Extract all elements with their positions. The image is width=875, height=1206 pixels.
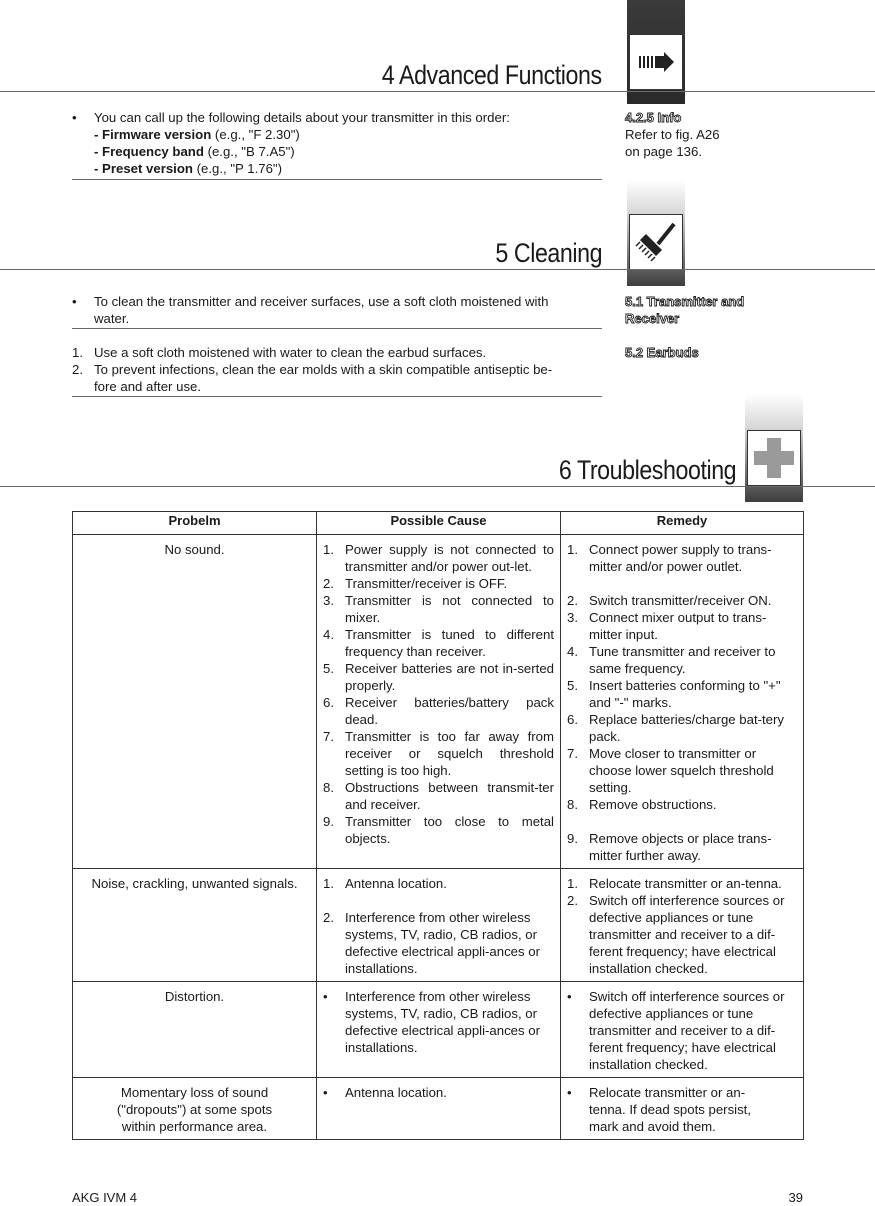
item-text: Antenna location. bbox=[345, 1085, 447, 1100]
cause-cell bbox=[317, 982, 561, 1078]
item-text: Switch off interference sources or defective appliances or tune transmitter and receiver to a dif-ferent frequency; have electrical installation checked. bbox=[589, 989, 785, 1072]
list-item bbox=[567, 609, 797, 643]
item-number: 9. bbox=[567, 831, 578, 846]
item-number: 1. bbox=[323, 876, 334, 891]
problem-cell: Momentary loss of sound ("dropouts") at some spots within performance area. bbox=[73, 1078, 317, 1140]
item-text: Relocate transmitter or an-tenna. If dead spots persist, mark and avoid them. bbox=[589, 1085, 752, 1134]
item-number: 5. bbox=[567, 678, 578, 693]
side-head-info: 4.2.5 Info bbox=[625, 110, 682, 125]
list-item bbox=[567, 892, 797, 977]
side-text-info-2: on page 136. bbox=[625, 144, 703, 159]
item-number: 7. bbox=[567, 746, 578, 761]
item-text: Transmitter/receiver is OFF. bbox=[345, 576, 508, 591]
list-item bbox=[567, 592, 797, 609]
item-text: Insert batteries conforming to "+" and "-" marks. bbox=[589, 678, 781, 710]
item-text: Transmitter is not connected to mixer. bbox=[345, 593, 554, 625]
cause-cell bbox=[317, 869, 561, 982]
cleaning-end-rule bbox=[72, 396, 602, 397]
item-text: Transmitter is tuned to different frequency than receiver. bbox=[345, 627, 554, 659]
cleaning-step-2 bbox=[72, 361, 602, 395]
list-item bbox=[567, 875, 797, 892]
cleaning-bullet bbox=[72, 293, 602, 327]
item-number: 4. bbox=[567, 644, 578, 659]
item-text: Move closer to transmitter or choose lower squelch threshold setting. bbox=[589, 746, 774, 795]
item-number: 1. bbox=[567, 542, 578, 557]
detail-label: - Preset version bbox=[94, 161, 193, 176]
section-rule-troubleshooting bbox=[0, 486, 875, 487]
advanced-icon-tile bbox=[627, 0, 685, 104]
item-number: 1. bbox=[323, 542, 334, 557]
list-item bbox=[323, 626, 554, 660]
cleaning-icon-tile bbox=[627, 180, 685, 286]
detail-example: (e.g., "P 1.76") bbox=[192, 161, 282, 176]
table-row bbox=[73, 869, 804, 982]
remedy-cell bbox=[561, 869, 804, 982]
item-number: 2. bbox=[323, 910, 334, 925]
list-item bbox=[567, 711, 797, 745]
remedy-cell bbox=[561, 535, 804, 869]
list-item bbox=[567, 796, 797, 813]
list-item bbox=[567, 988, 797, 1073]
item-text: Remove objects or place trans-mitter further away. bbox=[589, 831, 772, 863]
table-row bbox=[73, 982, 804, 1078]
list-item bbox=[323, 909, 554, 977]
item-number: 6. bbox=[567, 712, 578, 727]
header-problem: Probelm bbox=[73, 512, 317, 535]
advanced-intro: You can call up the following details about your transmitter in this order: bbox=[94, 110, 510, 125]
item-number: 6. bbox=[323, 695, 334, 710]
step-text: Use a soft cloth moistened with water to clean the earbud surfaces. bbox=[94, 345, 487, 360]
item-number: 1. bbox=[567, 876, 578, 891]
item-number: 8. bbox=[323, 780, 334, 795]
remedy-cell bbox=[561, 1078, 804, 1140]
detail-label: - Frequency band bbox=[94, 144, 204, 159]
table-header-row bbox=[73, 512, 804, 535]
detail-frequency bbox=[94, 143, 295, 160]
detail-example: (e.g., "F 2.30") bbox=[211, 127, 300, 142]
item-number: 3. bbox=[323, 593, 334, 608]
header-remedy: Remedy bbox=[561, 512, 804, 535]
side-text-info-1: Refer to fig. A26 bbox=[625, 127, 720, 142]
brush-icon bbox=[629, 214, 683, 270]
item-text: Remove obstructions. bbox=[589, 797, 717, 812]
item-text: Switch transmitter/receiver ON. bbox=[589, 593, 772, 608]
detail-label: - Firmware version bbox=[94, 127, 212, 142]
detail-firmware bbox=[94, 126, 300, 143]
item-text: Interference from other wireless systems, TV, radio, CB radios, or defective electrical appli-ances or installations. bbox=[345, 989, 540, 1055]
item-number: 2. bbox=[323, 576, 334, 591]
advanced-end-rule bbox=[72, 179, 602, 180]
item-text: Tune transmitter and receiver to same frequency. bbox=[589, 644, 776, 676]
item-number: 5. bbox=[323, 661, 334, 676]
arrow-right-icon bbox=[629, 34, 683, 90]
item-number: • bbox=[567, 989, 572, 1004]
item-text: Interference from other wireless systems, TV, radio, CB radios, or defective electrical appli-ances or installations. bbox=[345, 910, 540, 976]
side-head-line: 5.1 Transmitter and bbox=[625, 294, 745, 309]
table-row bbox=[73, 535, 804, 869]
item-number: 2. bbox=[567, 593, 578, 608]
cleaning-mid-rule bbox=[72, 328, 602, 329]
item-text: Antenna location. bbox=[345, 876, 447, 891]
section-rule-cleaning bbox=[0, 269, 875, 270]
list-item bbox=[323, 988, 554, 1056]
side-head-earbuds: 5.2 Earbuds bbox=[625, 345, 699, 360]
list-item bbox=[323, 694, 554, 728]
list-item bbox=[323, 779, 554, 813]
item-number: 7. bbox=[323, 729, 334, 744]
table-row bbox=[73, 1078, 804, 1140]
header-cause: Possible Cause bbox=[317, 512, 561, 535]
item-number: 4. bbox=[323, 627, 334, 642]
item-number: • bbox=[323, 1085, 328, 1100]
list-item bbox=[323, 660, 554, 694]
list-item bbox=[567, 541, 797, 575]
list-item bbox=[323, 728, 554, 779]
footer-product: AKG IVM 4 bbox=[72, 1190, 138, 1205]
list-item bbox=[567, 1084, 797, 1135]
list-item bbox=[323, 575, 554, 592]
list-item bbox=[567, 745, 797, 796]
troubleshooting-table bbox=[72, 511, 804, 1140]
cleaning-bullet-line-1: To clean the transmitter and receiver surfaces, use a soft cloth moistened with bbox=[94, 294, 549, 309]
cause-cell bbox=[317, 535, 561, 869]
item-text: Switch off interference sources or defective appliances or tune transmitter and receiver to a dif-ferent frequency; have electrical installation checked. bbox=[589, 893, 785, 976]
bullet-mark: • bbox=[72, 294, 77, 309]
list-item bbox=[323, 541, 554, 575]
item-number: 3. bbox=[567, 610, 578, 625]
side-head-transmitter bbox=[625, 293, 744, 327]
item-text: Receiver batteries are not in-serted properly. bbox=[345, 661, 554, 693]
detail-preset bbox=[94, 160, 282, 177]
problem-cell: Noise, crackling, unwanted signals. bbox=[73, 869, 317, 982]
section-title-cleaning: 5 Cleaning bbox=[495, 238, 602, 268]
item-text: Transmitter too close to metal objects. bbox=[345, 814, 554, 846]
cleaning-bullet-line-2: water. bbox=[94, 311, 130, 326]
item-number: • bbox=[567, 1085, 572, 1100]
first-aid-cross-icon bbox=[747, 430, 801, 486]
list-item bbox=[567, 643, 797, 677]
detail-example: (e.g., "B 7.A5") bbox=[203, 144, 295, 159]
item-number: 2. bbox=[567, 893, 578, 908]
bullet-mark: • bbox=[72, 110, 77, 125]
side-head-line: Receiver bbox=[625, 311, 680, 326]
item-text: Receiver batteries/battery pack dead. bbox=[345, 695, 554, 727]
list-item bbox=[567, 830, 797, 864]
item-number: • bbox=[323, 989, 328, 1004]
step-number: 1. bbox=[72, 345, 83, 360]
footer-page-number: 39 bbox=[788, 1190, 803, 1205]
list-item bbox=[323, 592, 554, 626]
item-text: Connect mixer output to trans-mitter input. bbox=[589, 610, 767, 642]
item-number: 9. bbox=[323, 814, 334, 829]
section-title-advanced: 4 Advanced Functions bbox=[382, 60, 602, 90]
item-text: Obstructions between transmit-ter and receiver. bbox=[345, 780, 554, 812]
list-item bbox=[323, 875, 554, 892]
item-text: Relocate transmitter or an-tenna. bbox=[589, 876, 782, 891]
item-number: 8. bbox=[567, 797, 578, 812]
remedy-cell bbox=[561, 982, 804, 1078]
list-item bbox=[323, 1084, 554, 1101]
item-text: Transmitter is too far away from receiver or squelch threshold setting is too high. bbox=[345, 729, 554, 778]
step-number: 2. bbox=[72, 362, 83, 377]
list-item bbox=[567, 677, 797, 711]
step-text: To prevent infections, clean the ear molds with a skin compatible antiseptic be- bbox=[94, 362, 553, 377]
step-text: fore and after use. bbox=[94, 379, 202, 394]
section-title-troubleshooting: 6 Troubleshooting bbox=[558, 455, 736, 485]
list-item bbox=[323, 813, 554, 847]
cause-cell bbox=[317, 1078, 561, 1140]
item-text: Replace batteries/charge bat-tery pack. bbox=[589, 712, 784, 744]
section-rule-advanced bbox=[0, 91, 875, 92]
problem-cell: No sound. bbox=[73, 535, 317, 869]
item-text: Connect power supply to trans-mitter and/or power outlet. bbox=[589, 542, 772, 574]
problem-cell: Distortion. bbox=[73, 982, 317, 1078]
item-text: Power supply is not connected to transmitter and/or power out-let. bbox=[345, 542, 554, 574]
